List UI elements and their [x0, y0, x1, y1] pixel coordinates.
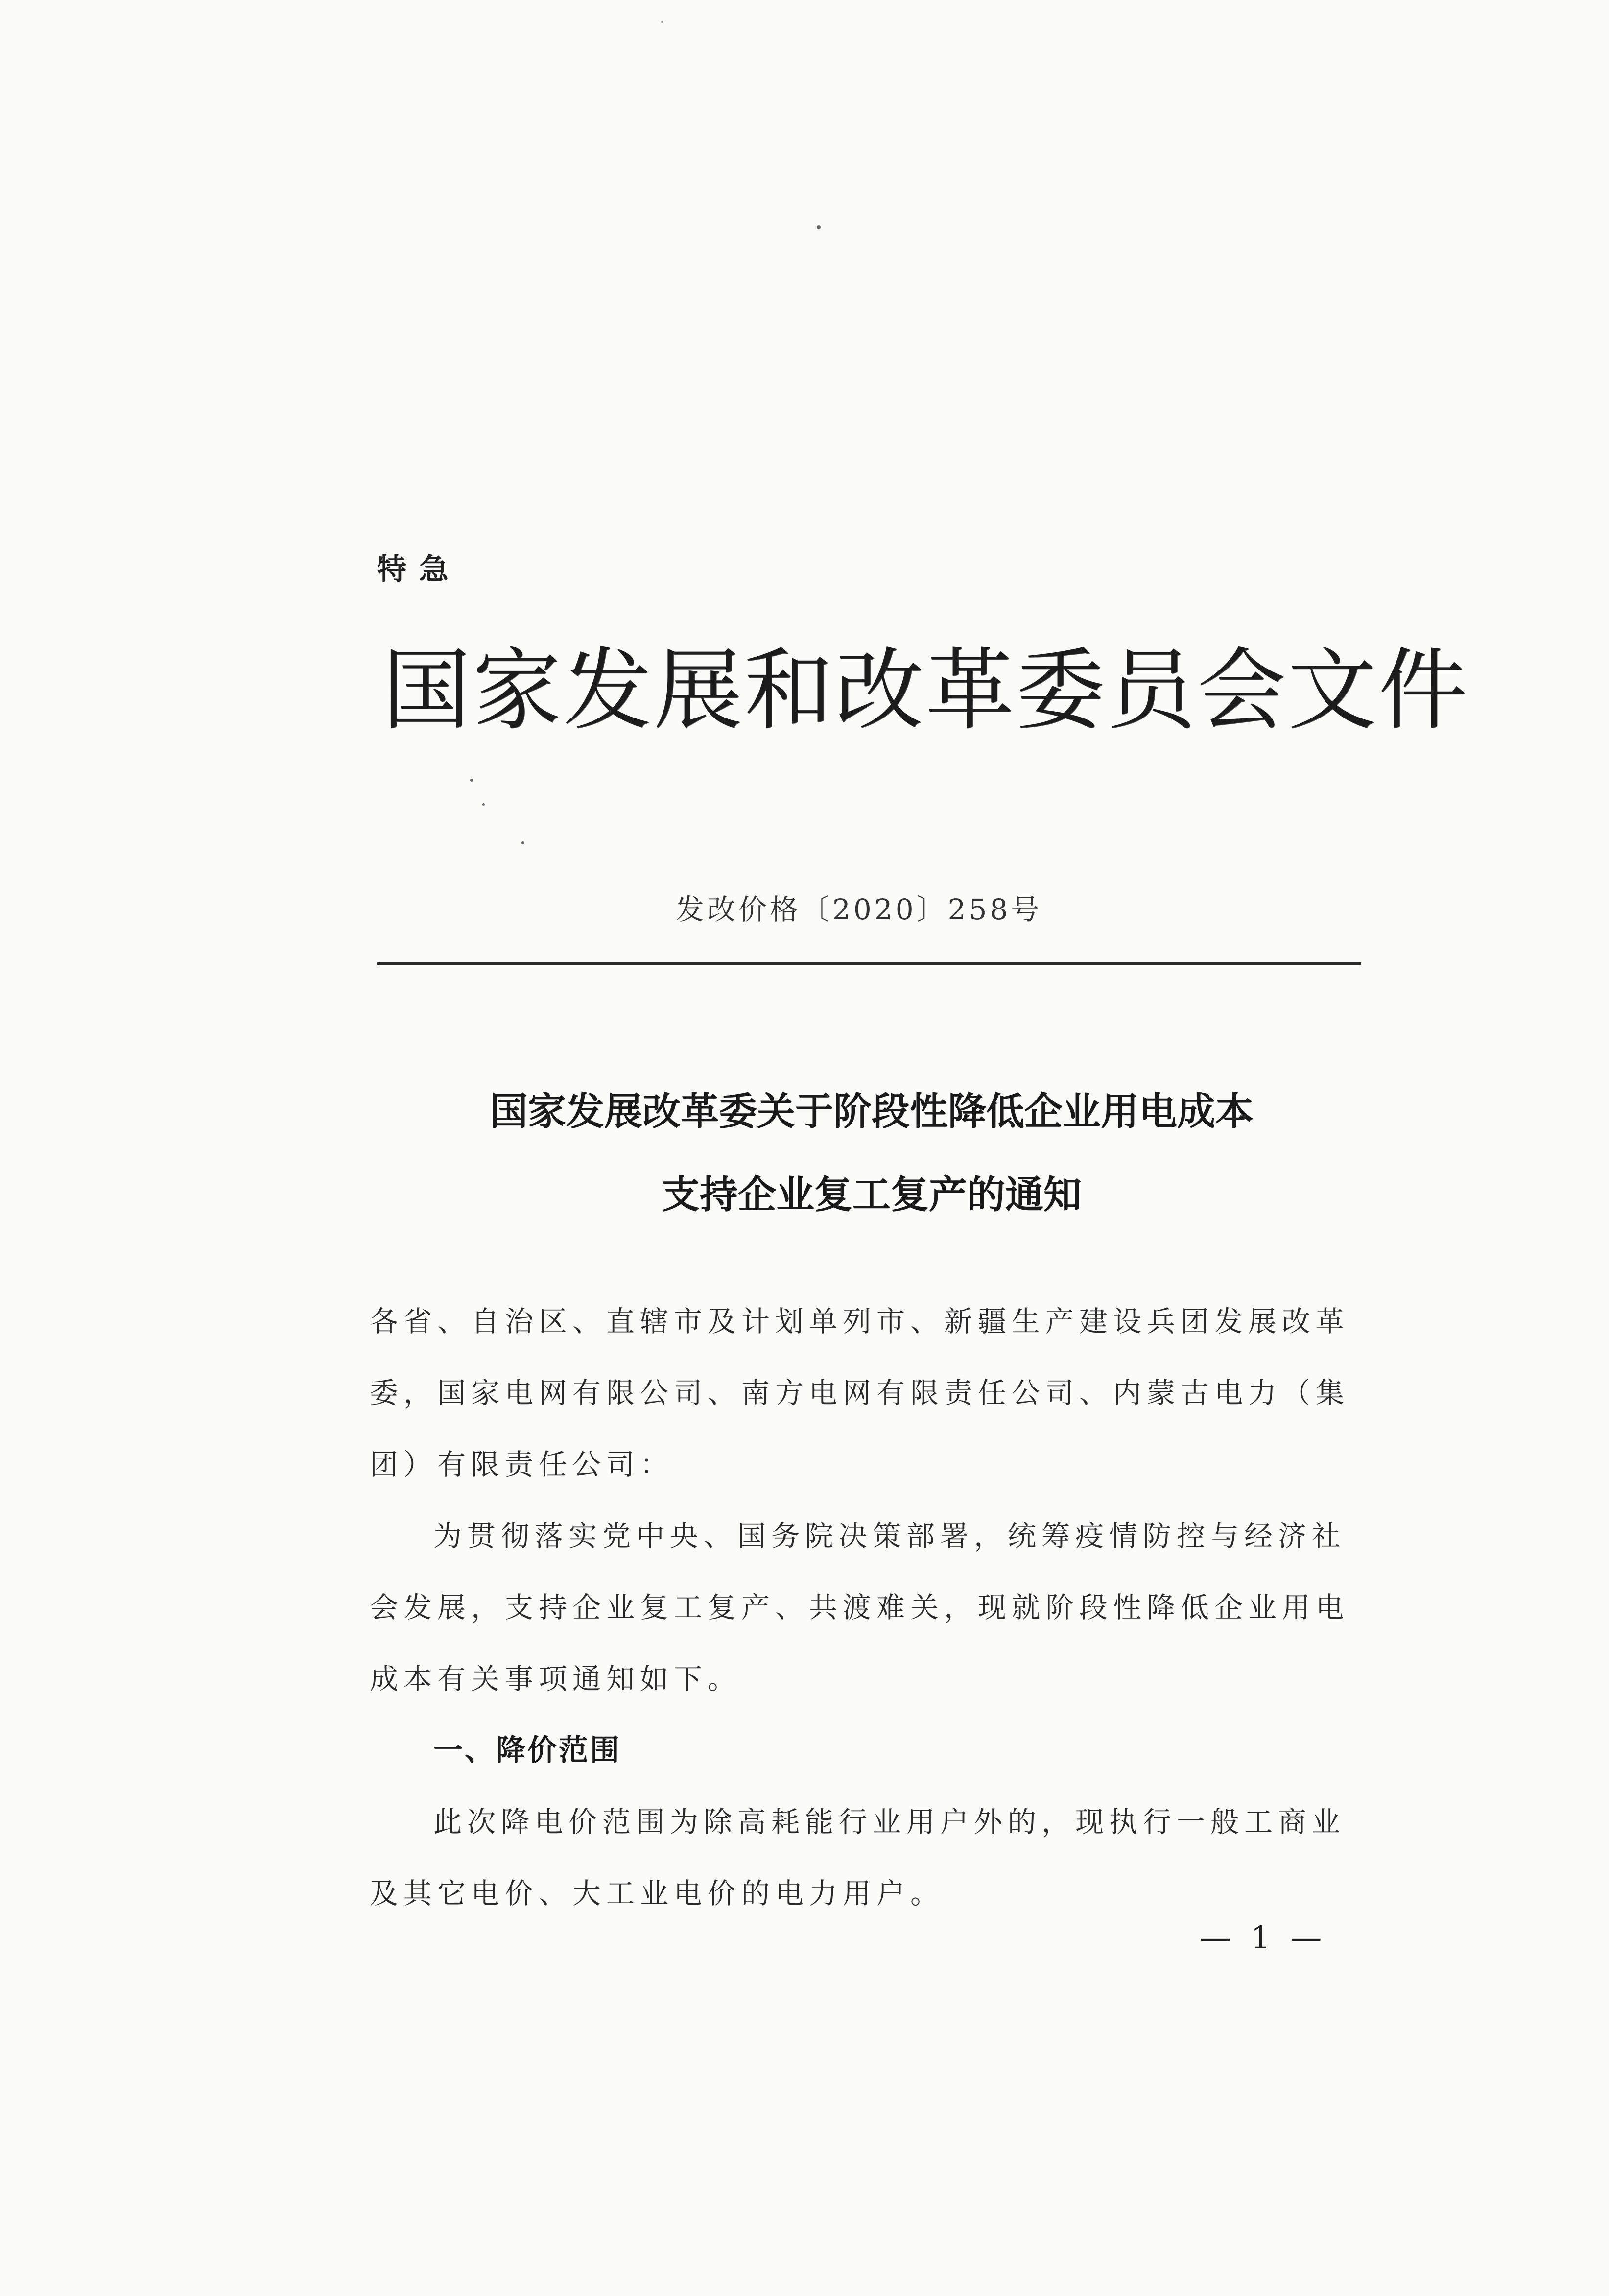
scan-speck	[661, 21, 663, 23]
intro-paragraph: 为贯彻落实党中央、国务院决策部署，统筹疫情防控与经济社会发展，支持企业复工复产、共渡难关，现就阶段性降低企业用电成本有关事项通知如下。	[370, 1519, 1350, 1696]
page-number: — 1 —	[1200, 1920, 1327, 1956]
notice-body	[370, 1286, 1369, 1929]
scan-speck	[521, 841, 524, 844]
notice-title	[402, 1070, 1342, 1237]
scan-speck	[470, 779, 473, 782]
notice-title-line: 国家发展改革委关于阶段性降低企业用电成本	[489, 1090, 1254, 1134]
scan-speck	[482, 803, 485, 806]
header-divider	[377, 962, 1361, 965]
addressees-paragraph: 各省、自治区、直辖市及计划单列市、新疆生产建设兵团发展改革委，国家电网有限公司、南方电网有限责任公司、内蒙古电力（集团）有限责任公司：	[370, 1305, 1350, 1481]
urgency-label: 特急	[377, 552, 461, 587]
agency-header: 国家发展和改革委员会文件	[382, 639, 1469, 742]
notice-title-line: 支持企业复工复产的通知	[661, 1173, 1082, 1217]
scan-speck	[817, 225, 821, 229]
section-heading: 一、降价范围	[433, 1733, 621, 1768]
document-number: 发改价格〔2020〕258号	[676, 893, 1042, 926]
section-paragraph: 此次降电价范围为除高耗能行业用户外的，现执行一般工商业及其它电价、大工业电价的电力用户。	[370, 1805, 1346, 1910]
